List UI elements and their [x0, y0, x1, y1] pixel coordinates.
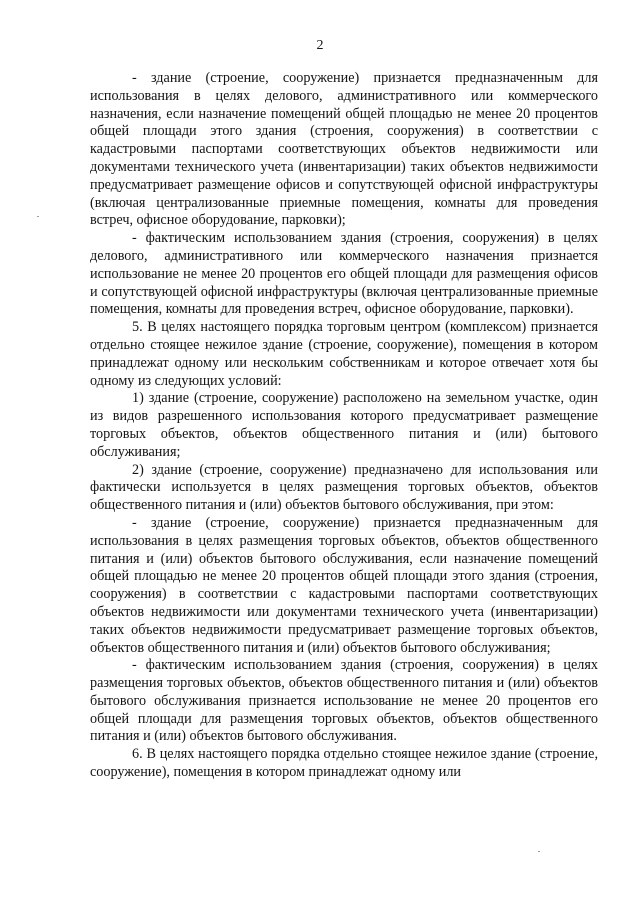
- paragraph-condition-2: 2) здание (строение, сооружение) предназначено для использования или фактически используется в целях размещения торговых объектов, объектов общественного питания и (или) объектов бытового обслуживания, при этом:: [90, 461, 598, 514]
- paragraph-actual-business-use: - фактическим использованием здания (строения, сооружения) в целях делового, административного или коммерческого назначения признается использование не менее 20 процентов его общей площади для размещения офисов и сопутствующей офисной инфраструктуры (включая централизованные приемные помещения, комнаты для проведения встреч, офисное оборудование, парковки).: [90, 230, 598, 318]
- document-body: [90, 70, 598, 782]
- paragraph-actual-trade-use: - фактическим использованием здания (строения, сооружения) в целях размещения торговых объектов, объектов общественного питания и (или) объектов бытового обслуживания признается использование не менее 20 процентов его общей площади для размещения торговых объектов, объектов общественного питания и (или) объектов бытового обслуживания.: [90, 657, 598, 745]
- paragraph-condition-1: 1) здание (строение, сооружение) расположено на земельном участке, один из видов разрешенного использования которого предусматривает размещение торговых объектов, объектов общественного питания и (или) бытового обслуживания;: [90, 390, 598, 460]
- scan-mark: [37, 216, 39, 217]
- paragraph-business-purpose: - здание (строение, сооружение) признается предназначенным для использования в целях делового, административного или коммерческого назначения, если назначение помещений общей площадью не менее 20 процентов общей площади этого здания (строения, сооружения) в соответствии с кадастровыми паспортами соответствующих объектов недвижимости или документами технического учета (инвентаризации) таких объектов недвижимости предусматривает размещение офисов и сопутствующей офисной инфраструктуры (включая централизованные приемные помещения, комнаты для проведения встреч, офисное оборудование, парковки);: [90, 70, 598, 229]
- paragraph-trade-purpose: - здание (строение, сооружение) признается предназначенным для использования в целях размещения торговых объектов, объектов общественного питания и (или) объектов бытового обслуживания, если назначение помещений общей площадью не менее 20 процентов общей площади этого здания (строения, сооружения) в соответствии с кадастровыми паспортами соответствующих объектов недвижимости или документами технического учета (инвентаризации) таких объектов недвижимости предусматривает размещение торговых объектов, объектов общественного питания и (или) объектов бытового обслуживания;: [90, 514, 598, 656]
- scan-mark: [538, 851, 540, 852]
- paragraph-item-6: 6. В целях настоящего порядка отдельно стоящее нежилое здание (строение, сооружение), помещения в котором принадлежат одному или: [90, 746, 598, 781]
- paragraph-item-5-shopping-center: 5. В целях настоящего порядка торговым центром (комплексом) признается отдельно стоящее нежилое здание (строение, сооружение), помещения в котором принадлежат одному или нескольким собственникам и которое отвечает хотя бы одному из следующих условий:: [90, 319, 598, 389]
- page-number: 2: [316, 38, 324, 53]
